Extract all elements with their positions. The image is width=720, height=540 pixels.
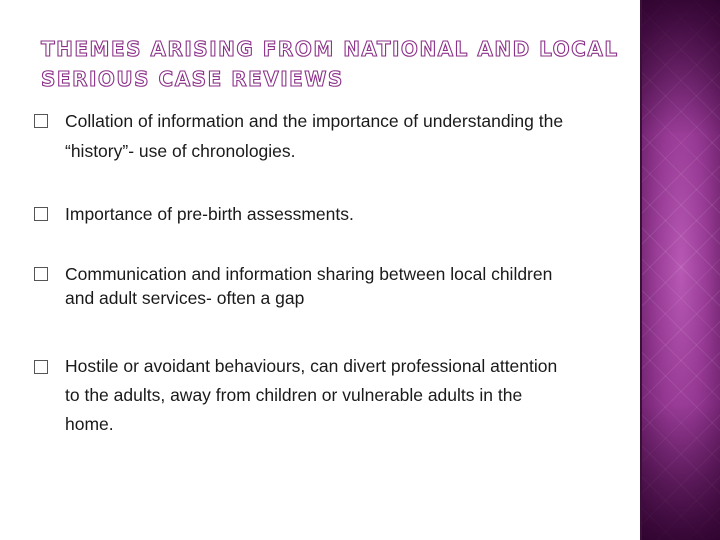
bullet-text: Hostile or avoidant behaviours, can divert professional attention to the adults, away from children or vulnerable adults in the home. xyxy=(65,356,558,434)
slide-title xyxy=(41,34,631,94)
bullet-text: Communication and information sharing between local children and adult services- often a gap xyxy=(65,264,553,308)
bullet-item-chronologies xyxy=(34,106,634,166)
box-bullet-icon xyxy=(34,360,48,374)
box-bullet-icon xyxy=(34,267,48,281)
bullet-text: Importance of pre-birth assessments. xyxy=(65,204,354,224)
slide-title-line-1: THEMES ARISING FROM NATIONAL AND LOCAL xyxy=(41,37,619,61)
box-bullet-icon xyxy=(34,114,48,128)
bullet-item-hostile-behaviours xyxy=(34,352,634,439)
bullet-item-communication xyxy=(34,262,634,310)
bullet-text: Collation of information and the importance of understanding the “history”- use of chronologies. xyxy=(65,111,564,161)
box-bullet-icon xyxy=(34,207,48,221)
decorative-side-panel xyxy=(642,0,720,540)
slide-title-line-2: SERIOUS CASE REVIEWS xyxy=(41,67,344,91)
bullet-item-pre-birth xyxy=(34,199,634,229)
